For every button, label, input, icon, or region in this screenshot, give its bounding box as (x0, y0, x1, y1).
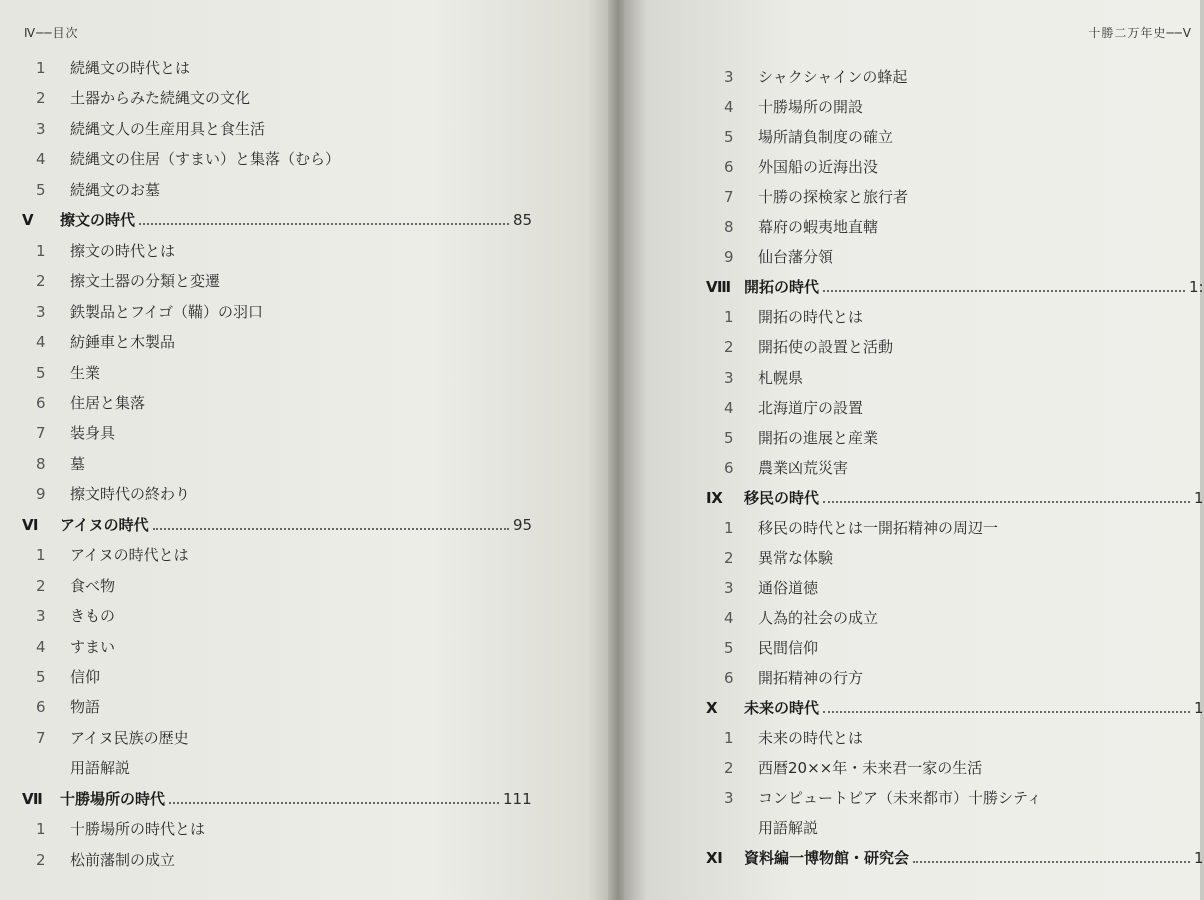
item-title: 擦文時代の終わり (70, 485, 191, 504)
item-title: 擦文土器の分類と変遷 (70, 272, 221, 291)
item-title: 続縄文人の生産用具と食生活 (70, 119, 266, 138)
item-title: 通俗道徳 (758, 578, 819, 597)
toc-item-row (36, 420, 115, 446)
toc-item-row (724, 635, 818, 661)
toc-section-row (706, 274, 1204, 300)
item-number: 1 (724, 518, 734, 537)
toc-item-row (724, 545, 833, 571)
item-title: 十勝場所の開設 (758, 98, 864, 117)
item-number: 4 (724, 398, 734, 417)
toc-item-row (36, 55, 190, 81)
item-number: 2 (724, 548, 734, 567)
item-number: 6 (36, 698, 46, 717)
item-title: すまい (70, 637, 116, 656)
item-title: アイヌ民族の歴史 (70, 728, 189, 747)
toc-item-row (36, 146, 340, 172)
toc-item-row (724, 395, 863, 421)
item-title: 移民の時代とは一開拓精神の周辺一 (758, 518, 999, 537)
item-number: 3 (724, 789, 734, 808)
section-title: 未来の時代 (744, 699, 820, 718)
toc-item-row (724, 64, 907, 90)
toc-item-row (36, 694, 100, 720)
toc-section-row (22, 512, 533, 538)
item-title: 松前藩制の成立 (70, 850, 176, 869)
toc-section-row (22, 786, 532, 812)
toc-item-row (724, 124, 893, 150)
toc-item-row (36, 634, 115, 660)
dot-leader (913, 859, 1190, 863)
item-number: 2 (36, 576, 46, 595)
item-number: 4 (36, 637, 46, 656)
toc-item-row (724, 94, 863, 120)
item-title: 十勝場所の時代とは (70, 820, 206, 839)
section-numeral: Ⅸ (706, 488, 723, 507)
item-title: 場所請負制度の確立 (758, 128, 894, 147)
item-number: 2 (36, 272, 46, 291)
item-title: 鉄製品とフイゴ（鞴）の羽口 (70, 302, 264, 321)
page-number: 1: (1189, 278, 1204, 297)
dot-leader (139, 221, 509, 225)
toc-item-row (36, 390, 145, 416)
item-number: 3 (724, 68, 734, 86)
item-number: 6 (724, 458, 734, 477)
item-number: 1 (36, 820, 46, 839)
item-title: 仙台藩分領 (758, 248, 834, 267)
toc-item-row (36, 268, 220, 294)
item-number: 3 (36, 607, 46, 626)
toc-item-row (724, 605, 878, 631)
toc-item-row (724, 755, 982, 781)
item-title: 生業 (70, 363, 101, 382)
item-title: 擦文の時代とは (70, 241, 176, 260)
toc-item-row (36, 847, 175, 873)
item-title: 異常な体験 (758, 548, 834, 567)
item-number: 4 (36, 150, 46, 169)
item-number: 1 (724, 308, 734, 327)
item-number: 1 (36, 546, 46, 565)
section-numeral: Ⅹ (706, 699, 718, 718)
item-number: 6 (724, 158, 734, 177)
item-number: 4 (724, 608, 734, 627)
item-number: 8 (36, 454, 46, 473)
toc-item-row (36, 329, 175, 355)
toc-item-row (724, 785, 1042, 811)
item-title: 装身具 (70, 424, 116, 443)
dot-leader (823, 709, 1190, 713)
item-title: 十勝の探検家と旅行者 (758, 188, 909, 207)
item-number: 5 (36, 668, 46, 686)
toc-item-row (36, 177, 160, 203)
item-number: 5 (36, 180, 46, 199)
item-title: 未来の時代とは (758, 729, 864, 748)
toc-item-row (36, 725, 189, 751)
item-title: 食べ物 (70, 576, 116, 595)
item-number: 5 (724, 638, 734, 657)
item-number: 5 (724, 128, 734, 147)
toc-item-row (724, 244, 833, 270)
item-number: 4 (724, 98, 734, 117)
toc-item-row (36, 299, 263, 325)
item-number: 3 (36, 302, 46, 321)
item-title: 外国船の近海出没 (758, 158, 879, 177)
item-number: 7 (724, 188, 734, 207)
item-title: きもの (70, 607, 116, 626)
toc-section-row (706, 695, 1204, 721)
toc-item-row (36, 481, 190, 507)
section-numeral: Ⅷ (706, 278, 732, 297)
toc-item-row (36, 664, 100, 690)
item-number: 1 (36, 59, 46, 77)
item-number: 2 (36, 850, 46, 869)
section-numeral: Ⅶ (22, 789, 43, 808)
toc-item-row (724, 515, 998, 541)
toc-item-row (36, 451, 85, 477)
item-number: 7 (36, 728, 46, 747)
item-number: 9 (36, 485, 46, 504)
toc-item-row (724, 665, 863, 691)
toc-item-row (36, 85, 250, 111)
item-number: 4 (36, 333, 46, 352)
section-numeral: Ⅺ (706, 849, 723, 868)
page-number: 1 (1194, 699, 1204, 718)
section-title: 擦文の時代 (60, 211, 136, 230)
item-title: 続縄文の住居（すまい）と集落（むら） (70, 150, 341, 169)
item-number: 2 (724, 759, 734, 778)
item-title: 開拓精神の行方 (758, 669, 864, 687)
toc-item-row (36, 360, 100, 386)
toc-section-row (22, 207, 533, 233)
page-number: 95 (513, 515, 533, 534)
dot-leader (153, 526, 509, 530)
item-title: 農業凶荒災害 (758, 458, 849, 477)
toc-section-row (706, 845, 1204, 871)
item-title: 続縄文のお墓 (70, 180, 161, 199)
item-number: 1 (724, 729, 734, 748)
item-number: 6 (724, 669, 734, 687)
page-number: 1 (1194, 849, 1204, 868)
item-title: 北海道庁の設置 (758, 398, 864, 417)
item-title: 土器からみた続縄文の文化 (70, 89, 251, 108)
toc-item-row (724, 304, 863, 330)
toc-item-row (724, 184, 908, 210)
item-title: 墓 (70, 454, 86, 473)
right-page (624, 0, 1204, 900)
toc-item-row (36, 238, 175, 264)
item-title: 開拓使の設置と活動 (758, 338, 894, 357)
toc-item-row (724, 815, 818, 841)
item-number: 3 (724, 368, 734, 387)
item-title: シャクシャインの蜂起 (758, 68, 908, 86)
section-title: 移民の時代 (744, 488, 820, 507)
item-number: 7 (36, 424, 46, 443)
toc-item-row (724, 214, 878, 240)
item-title: アイヌの時代とは (70, 546, 189, 565)
toc-item-row (36, 116, 265, 142)
toc-item-row (724, 154, 878, 180)
toc-item-row (724, 575, 818, 601)
toc-item-row (36, 603, 115, 629)
toc-item-row (724, 334, 893, 360)
item-title: 用語解説 (70, 759, 131, 778)
item-number: 8 (724, 218, 734, 237)
dot-leader (823, 288, 1185, 292)
item-title: 開拓の進展と産業 (758, 428, 879, 447)
item-title: 幕府の蝦夷地直轄 (758, 218, 879, 237)
item-title: 物語 (70, 698, 101, 717)
item-title: コンピュートピア（未来都市）十勝シティ (758, 789, 1042, 808)
item-title: 札幌県 (758, 368, 804, 387)
item-number: 5 (36, 363, 46, 382)
item-number: 3 (724, 578, 734, 597)
toc-item-row (724, 425, 878, 451)
item-title: 人為的社会の成立 (758, 608, 879, 627)
item-title: 住居と集落 (70, 393, 146, 412)
item-number: 2 (36, 89, 46, 108)
toc-section-row (706, 485, 1204, 511)
item-number: 1 (36, 241, 46, 260)
section-numeral: Ⅵ (22, 515, 39, 534)
toc-item-row (724, 455, 848, 481)
right-page-header: 十勝二万年史──Ⅴ (1088, 26, 1192, 40)
item-number: 6 (36, 393, 46, 412)
item-title: 続縄文の時代とは (70, 59, 191, 77)
item-title: 用語解説 (758, 819, 819, 838)
toc-item-row (36, 573, 115, 599)
item-title: 開拓の時代とは (758, 308, 864, 327)
item-title: 西暦20××年・未来君一家の生活 (758, 759, 983, 778)
section-title: アイヌの時代 (60, 515, 149, 534)
section-title: 資料編一博物館・研究会 (744, 849, 910, 868)
toc-item-row (724, 725, 863, 751)
section-title: 開拓の時代 (744, 278, 820, 297)
item-title: 紡錘車と木製品 (70, 333, 176, 352)
item-number: 3 (36, 119, 46, 138)
page-number: 1 (1194, 488, 1204, 507)
toc-item-row (724, 365, 803, 391)
dot-leader (169, 800, 499, 804)
page-number: 85 (513, 211, 533, 230)
dot-leader (823, 499, 1190, 503)
toc-item-row (36, 542, 189, 568)
toc-item-row (36, 755, 130, 781)
item-title: 信仰 (70, 668, 101, 686)
toc-item-row (36, 816, 205, 842)
page-number: 111 (503, 789, 532, 808)
item-number: 2 (724, 338, 734, 357)
item-title: 民間信仰 (758, 638, 819, 657)
item-number: 5 (724, 428, 734, 447)
item-number: 9 (724, 248, 734, 267)
section-numeral: Ⅴ (22, 211, 34, 230)
left-page-header: Ⅳ──目次 (24, 26, 79, 40)
section-title: 十勝場所の時代 (60, 789, 166, 808)
